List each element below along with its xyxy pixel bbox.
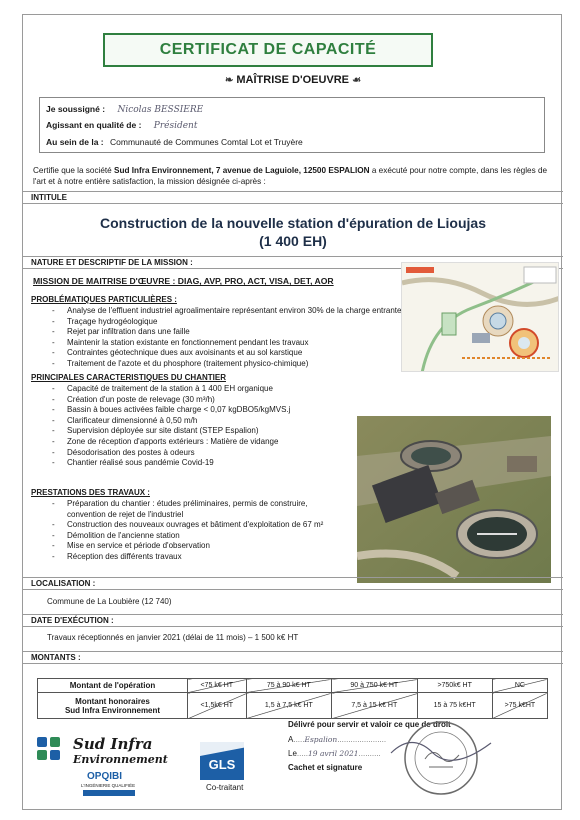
list-item: - Rejet par infiltration dans une faille [31, 327, 401, 338]
org-label: Au sein de la : [46, 137, 104, 147]
certification-prefix: Certifie que la société [33, 166, 115, 175]
localisation-label: LOCALISATION : [23, 577, 563, 590]
row2-cell: <1,5k€ HT [188, 693, 247, 719]
gls-text: GLS [208, 757, 236, 772]
row2-cell: 7,5 à 15 k€ HT [332, 693, 417, 719]
list-item: - Démolition de l'ancienne station [31, 531, 323, 542]
list-item: - Création d'un poste de relevage (30 m³/h) [31, 395, 290, 406]
cachet-label: Cachet et signature [288, 763, 363, 772]
ornament-left-icon: ❧ [224, 75, 234, 86]
list-item: - Clarificateur dimensionné à 0,50 m/h [31, 416, 290, 427]
principales-heading: PRINCIPALES CARACTERISTIQUES DU CHANTIER [31, 373, 226, 382]
project-title-line2: (1 400 EH) [259, 233, 327, 249]
role-label: Agissant en qualité de : [46, 120, 142, 130]
subtitle [23, 74, 563, 86]
delivre-text: Délivré pour servir et valoir ce que de droit [288, 720, 451, 729]
prestations-heading: PRESTATIONS DES TRAVAUX : [31, 488, 150, 497]
certification-text [33, 165, 553, 187]
list-item: - Analyse de l'effluent industriel agroalimentaire représentant environ 30% de la charge entrante [31, 306, 401, 317]
list-item: - Traçage hydrogéologique [31, 317, 401, 328]
table-row [38, 679, 548, 693]
org-row [46, 137, 303, 147]
row2-cell: >75 k€HT [492, 693, 547, 719]
mission-heading: MISSION DE MAITRISE D'ŒUVRE : DIAG, AVP, PRO, ACT, VISA, DET, AOR [33, 276, 334, 286]
row2-cell: 1,5 à 7,5 k€ HT [246, 693, 331, 719]
date-row: Le.....19 avril 2021.......... [288, 749, 381, 758]
row1-cell: NC [492, 679, 547, 693]
logo-line1: Sud Infra [73, 735, 153, 753]
row1-cell: 75 à 90 k€ HT [246, 679, 331, 693]
nature-label: NATURE ET DESCRIPTIF DE LA MISSION : [23, 256, 563, 269]
certification-suffix: a exécuté pour notre compte, dans les règles de l'art et à notre entière satisfaction, la mission désignée ci-après : [33, 166, 548, 186]
list-item: - Mise en service et période d'observation [31, 541, 323, 552]
list-item: - Contraintes géotechnique dues aux avoisinants et au sol karstique [31, 348, 401, 359]
row2-label-line2: Sud Infra Environnement [64, 705, 161, 715]
list-item-text: Préparation du chantier : études préliminaires, permis de construire, [67, 499, 308, 508]
execution-value: Travaux réceptionnés en janvier 2021 (délai de 11 mois) – 1 500 k€ HT [47, 633, 299, 642]
role-row [46, 120, 197, 131]
row2-label-line1: Montant honoraires [75, 696, 150, 706]
list-item: - Supervision déployée sur site distant (STEP Espalion) [31, 426, 290, 437]
opqibi-logo: OPQIBI [87, 771, 123, 782]
site-plan-image [401, 262, 559, 372]
name-row [46, 104, 203, 115]
opqibi-subtitle: L'INGÉNIERIE QUALIFIÉE [81, 783, 136, 788]
opqibi-badge [83, 790, 135, 796]
list-item: - Construction des nouveaux ouvrages et bâtiment d'exploitation de 67 m² [31, 520, 323, 531]
row2-label [38, 693, 188, 719]
place-label: A [288, 735, 294, 744]
aerial-photo [357, 416, 551, 583]
title-box [103, 33, 433, 67]
ornament-right-icon: ☙ [352, 75, 362, 86]
list-item: - Chantier réalisé sous pandémie Covid-19 [31, 458, 290, 469]
name-value: Nicolas BESSIERE [117, 105, 204, 115]
place-row: A.....Espalion...................... [288, 735, 387, 744]
row1-label: Montant de l'opération [38, 679, 188, 693]
list-item: - Bassin à boues activées faible charge < 0,07 kgDBO5/kgMVS.j [31, 405, 290, 416]
row1-cell: 90 à 750 k€ HT [332, 679, 417, 693]
name-label: Je soussigné : [46, 104, 106, 114]
place-value: Espalion [304, 735, 338, 744]
project-title-line1: Construction de la nouvelle station d'épuration de Lioujas [99, 215, 487, 231]
list-item: - Désodorisation des postes à odeurs [31, 448, 290, 459]
list-item: - Capacité de traitement de la station à 1 400 EH organique [31, 384, 290, 395]
signatory-box [39, 97, 545, 153]
localisation-value: Commune de La Loubière (12 740) [47, 597, 172, 606]
cotraitant-label: Co-traitant [206, 783, 244, 792]
role-value: Président [153, 121, 198, 131]
row2-cell: 15 à 75 k€HT [417, 693, 492, 719]
certificate-page [22, 14, 562, 810]
list-item: - Maintenir la station existante en fonctionnement pendant les travaux [31, 338, 401, 349]
list-item: - Réception des différents travaux [31, 552, 323, 563]
list-item [31, 499, 323, 520]
date-value: 19 avril 2021 [308, 749, 359, 758]
row1-cell: >750k€ HT [417, 679, 492, 693]
list-item: - Traitement de l'azote et du phosphore (traitement physico-chimique) [31, 359, 401, 370]
gls-logo [200, 742, 244, 780]
row1-cell: <75 k€ HT [188, 679, 247, 693]
prestations-list [31, 499, 323, 563]
problematiques-list [31, 306, 401, 370]
gls-arc-icon [200, 742, 244, 756]
date-label: Le [288, 749, 297, 758]
montants-label: MONTANTS : [23, 651, 563, 664]
execution-label: DATE D'EXÉCUTION : [23, 614, 563, 627]
principales-list [31, 384, 290, 469]
problematiques-heading: PROBLÉMATIQUES PARTICULIÈRES : [31, 295, 177, 304]
list-item: - Zone de réception d'apports extérieurs : Matière de vidange [31, 437, 290, 448]
org-value: Communauté de Communes Comtal Lot et Truyère [110, 137, 303, 147]
subtitle-text: MAÎTRISE D'OEUVRE [236, 74, 350, 86]
official-stamp-icon [381, 713, 501, 803]
intitule-label: INTITULE [23, 191, 563, 204]
company-name: Sud Infra Environnement, 7 avenue de Laguiole, 12500 ESPALION [114, 166, 370, 175]
sud-infra-mark-icon [37, 737, 61, 761]
page-title: CERTIFICAT DE CAPACITÉ [159, 41, 377, 58]
logo-line2: Environnement [73, 753, 168, 766]
list-item-continuation: convention de rejet de l'industriel [67, 509, 184, 519]
